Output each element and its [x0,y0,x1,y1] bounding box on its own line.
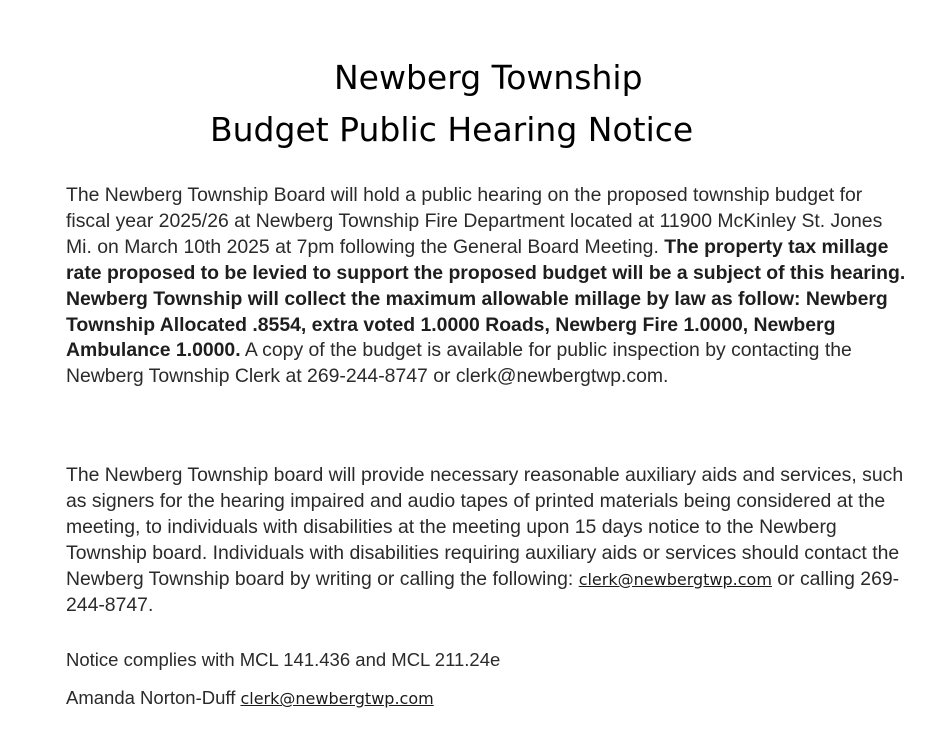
township-title: Newberg Township [334,58,643,97]
accessibility-text: The Newberg Township board will provide necessary reasonable auxiliary aids and services, such as signers for the hearing impaired and audio tapes of printed materials being considered at the meeting, to individuals with disabilities at the meeting upon 15 days notice to the Newberg Township board. Individuals with disabilities requiring auxiliary aids or services should contact the Newberg Township board by writing or calling the following: [66,464,904,590]
signature-email-link[interactable]: clerk@newbergtwp.com [240,689,434,708]
compliance-note: Notice complies with MCL 141.436 and MCL 211.24e [66,649,501,670]
signature-line [66,686,434,711]
millage-bold-text: The property tax millage rate proposed to be levied to support the proposed budget will be a subject of this hearing. Newberg Township will collect the maximum allowable millage by law as follow: Newberg Township Allocated .8554, extra voted 1.0000 Roads, Newberg Fire 1.0000, Newberg Ambulance 1.0000. [66,235,906,362]
notice-title: Budget Public Hearing Notice [210,110,694,149]
signature-name: Amanda Norton-Duff [66,687,241,708]
accessibility-phone-text: or calling 269-244-8747. [66,567,900,616]
hearing-paragraph [66,183,906,390]
hearing-outro-text: A copy of the budget is available for public inspection by contacting the Newberg Township Clerk at 269-244-8747 or clerk@newbergtwp.com. [66,339,852,388]
hearing-intro-text: The Newberg Township Board will hold a public hearing on the proposed township budget for fiscal year 2025/26 at Newberg Township Fire Department located at 11900 McKinley St. Jones Mi. on March 10th 2025 at 7pm following the General Board Meeting. [66,184,883,258]
clerk-email-link[interactable]: clerk@newbergtwp.com [578,569,772,589]
accessibility-paragraph [66,463,906,618]
